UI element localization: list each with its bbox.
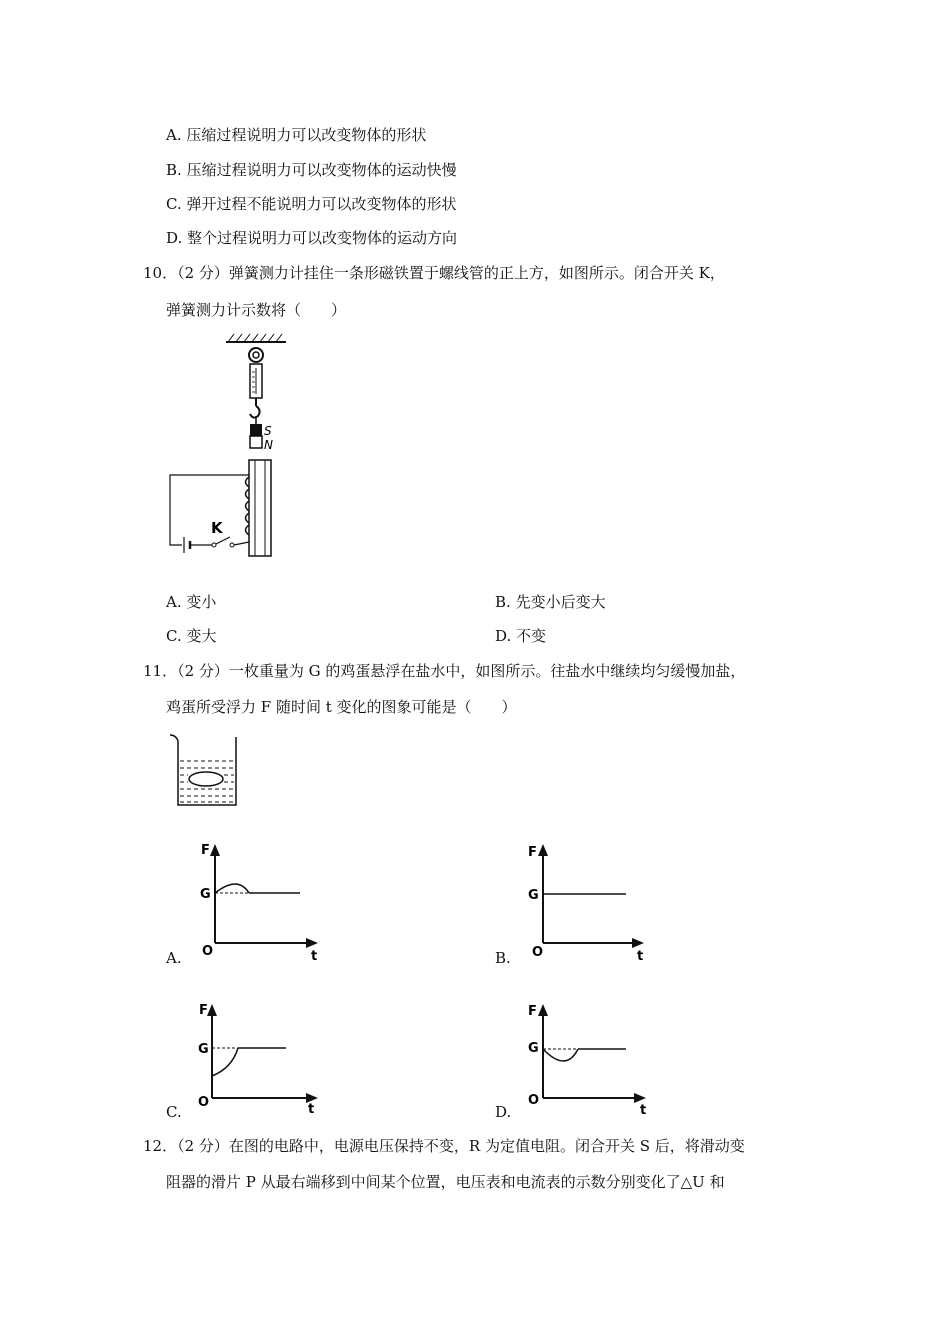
graph-a-origin-label: O <box>202 944 214 959</box>
magnet-n-label: N <box>264 438 273 452</box>
q10-stem-line1: 10．（2 分）弹簧测力计挂住一条形磁铁置于螺线管的正上方，如图所示。闭合开关 K， <box>143 264 725 282</box>
graph-c-y-label: F <box>199 1003 208 1018</box>
q10-option-d: D. 不变 <box>495 627 547 645</box>
q11-option-a: A. <box>166 949 182 967</box>
q11-graph-d <box>526 998 656 1123</box>
graph-c-origin-label: O <box>198 1095 210 1110</box>
graph-b-origin-label: O <box>532 945 544 960</box>
q9-option-b: B. 压缩过程说明力可以改变物体的运动快慢 <box>166 161 457 179</box>
q11-graph-b <box>526 840 656 965</box>
q10-option-a: A. 变小 <box>166 593 217 611</box>
graph-c-g-label: G <box>198 1042 209 1057</box>
q11-option-d: D. <box>495 1103 512 1121</box>
q11-graph-c <box>198 998 328 1123</box>
graph-d-x-label: t <box>640 1103 647 1118</box>
switch-k-label: K <box>211 519 223 537</box>
q11-option-c: C. <box>166 1103 182 1121</box>
q12-stem-line1: 12．（2 分）在图的电路中，电源电压保持不变，R 为定值电阻。闭合开关 S 后，将滑动变 <box>143 1137 745 1155</box>
q11-stem-line2: 鸡蛋所受浮力 F 随时间 t 变化的图象可能是（ ） <box>166 698 517 716</box>
q12-stem-line2: 阻器的滑片 P 从最右端移到中间某个位置，电压表和电流表的示数分别变化了△U 和 <box>166 1173 725 1191</box>
graph-b-g-label: G <box>528 888 539 903</box>
q11-beaker-figure <box>168 733 240 807</box>
q10-option-b: B. 先变小后变大 <box>495 593 606 611</box>
graph-d-origin-label: O <box>528 1093 540 1108</box>
q11-option-b: B. <box>495 949 511 967</box>
q9-option-a: A. 压缩过程说明力可以改变物体的形状 <box>166 126 427 144</box>
graph-a-y-label: F <box>201 843 210 858</box>
graph-a-g-label: G <box>200 887 211 902</box>
q11-stem-line1: 11．（2 分）一枚重量为 G 的鸡蛋悬浮在盐水中，如图所示。往盐水中继续均匀缓慢加盐， <box>143 662 746 680</box>
q9-option-c: C. 弹开过程不能说明力可以改变物体的形状 <box>166 195 457 213</box>
q10-stem-line2: 弹簧测力计示数将（ ） <box>166 301 347 319</box>
graph-d-y-label: F <box>528 1004 537 1019</box>
graph-b-y-label: F <box>528 845 537 860</box>
q11-graph-a <box>198 840 328 965</box>
graph-d-g-label: G <box>528 1041 539 1056</box>
q10-figure-spring-scale-solenoid <box>160 330 290 560</box>
magnet-s-label: S <box>264 424 272 438</box>
q10-option-c: C. 变大 <box>166 627 217 645</box>
q9-option-d: D. 整个过程说明力可以改变物体的运动方向 <box>166 229 458 247</box>
graph-c-x-label: t <box>308 1102 315 1117</box>
graph-b-x-label: t <box>637 949 644 964</box>
graph-a-x-label: t <box>311 949 318 964</box>
